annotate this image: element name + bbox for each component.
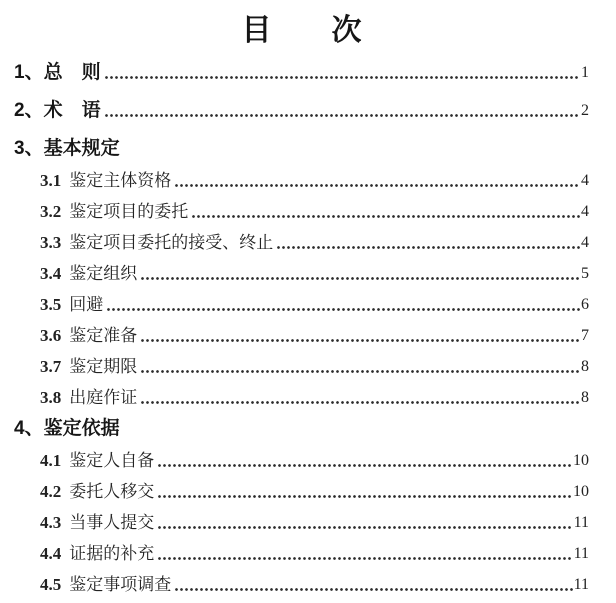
page-title: 目 次 [241,14,362,47]
toc-entry-number: 3.3 [40,233,62,252]
toc-entry-page: 4 [581,234,589,251]
toc-entry-page: 6 [581,296,589,313]
dot-leader [140,263,580,285]
toc-entry-title: 鉴定主体资格 [69,171,172,190]
dot-leader [104,62,580,84]
dot-leader [157,512,572,534]
toc-entry-title: 基本规定 [43,138,120,159]
toc-entry [14,481,589,503]
toc-entry-page: 10 [573,452,589,469]
toc-entry [14,294,589,316]
toc-entry-number: 1、 [14,62,44,83]
toc-entry [14,263,589,285]
toc-entry-number: 3.5 [40,295,62,314]
toc-entry-title: 当事人提交 [69,513,155,532]
toc-entry-number: 3.8 [40,388,62,407]
toc-entry-title: 鉴定人自备 [69,451,155,470]
toc-entry [14,543,589,565]
toc-entry-number: 3、 [14,138,44,159]
toc-entry-number: 3.1 [40,171,62,190]
dot-leader [276,232,580,254]
dot-leader [140,325,580,347]
toc-entry-number: 4、 [14,418,44,439]
toc-entry-number: 3.6 [40,326,62,345]
toc-entry-page: 8 [581,358,589,375]
toc-entry-page: 11 [573,576,589,593]
toc-entry [14,62,589,84]
toc-entry [14,574,589,596]
toc-entry-number: 3.4 [40,264,62,283]
toc-entry-title: 出庭作证 [69,388,138,407]
toc-entry-number: 4.5 [40,575,62,594]
toc-entry-page: 5 [581,265,589,282]
toc-entry [14,201,589,223]
toc-entry-number: 3.7 [40,357,62,376]
toc-entry-title: 鉴定期限 [69,357,138,376]
dot-leader [174,574,572,596]
toc-section-header [14,418,589,440]
toc-entry-page: 11 [573,514,589,531]
toc-entry-title: 术 语 [43,100,101,121]
toc-entry-page: 10 [573,483,589,500]
toc-entry-title: 总 则 [43,62,101,83]
toc-entry-title: 鉴定准备 [69,326,138,345]
toc-entry-title: 鉴定组织 [69,264,138,283]
toc-entry-page: 8 [581,389,589,406]
toc-entry [14,232,589,254]
toc-entry-page: 1 [581,64,589,81]
toc-entry-title: 证据的补充 [69,544,155,563]
toc-entry-title: 鉴定项目的委托 [69,202,189,221]
toc-entry-title: 回避 [69,295,104,314]
toc-entry [14,450,589,472]
toc-entry [14,387,589,409]
toc-entry-number: 2、 [14,100,44,121]
toc-entry-title: 委托人移交 [69,482,155,501]
toc-entry [14,100,589,122]
toc-section-header [14,138,589,160]
toc-entry [14,512,589,534]
dot-leader [157,481,572,503]
toc-entry-number: 4.4 [40,544,62,563]
dot-leader [191,201,580,223]
toc-entry-title: 鉴定项目委托的接受、终止 [69,233,274,252]
toc-entry-number: 4.2 [40,482,62,501]
toc-entry-number: 4.1 [40,451,62,470]
dot-leader [140,387,580,409]
dot-leader [104,100,580,122]
toc-entry [14,356,589,378]
dot-leader [174,170,580,192]
toc-entry-title: 鉴定依据 [43,418,120,439]
toc-entry-page: 2 [581,102,589,119]
toc-entry [14,325,589,347]
dot-leader [140,356,580,378]
dot-leader [157,543,572,565]
toc-entry-page: 4 [581,172,589,189]
toc-entry-page: 11 [573,545,589,562]
toc-entry-page: 7 [581,327,589,344]
toc-entry-page: 4 [581,203,589,220]
toc-entry [14,170,589,192]
dot-leader [106,294,580,316]
toc-entry-number: 3.2 [40,202,62,221]
toc-entry-title: 鉴定事项调查 [69,575,172,594]
toc-entry-number: 4.3 [40,513,62,532]
dot-leader [157,450,572,472]
